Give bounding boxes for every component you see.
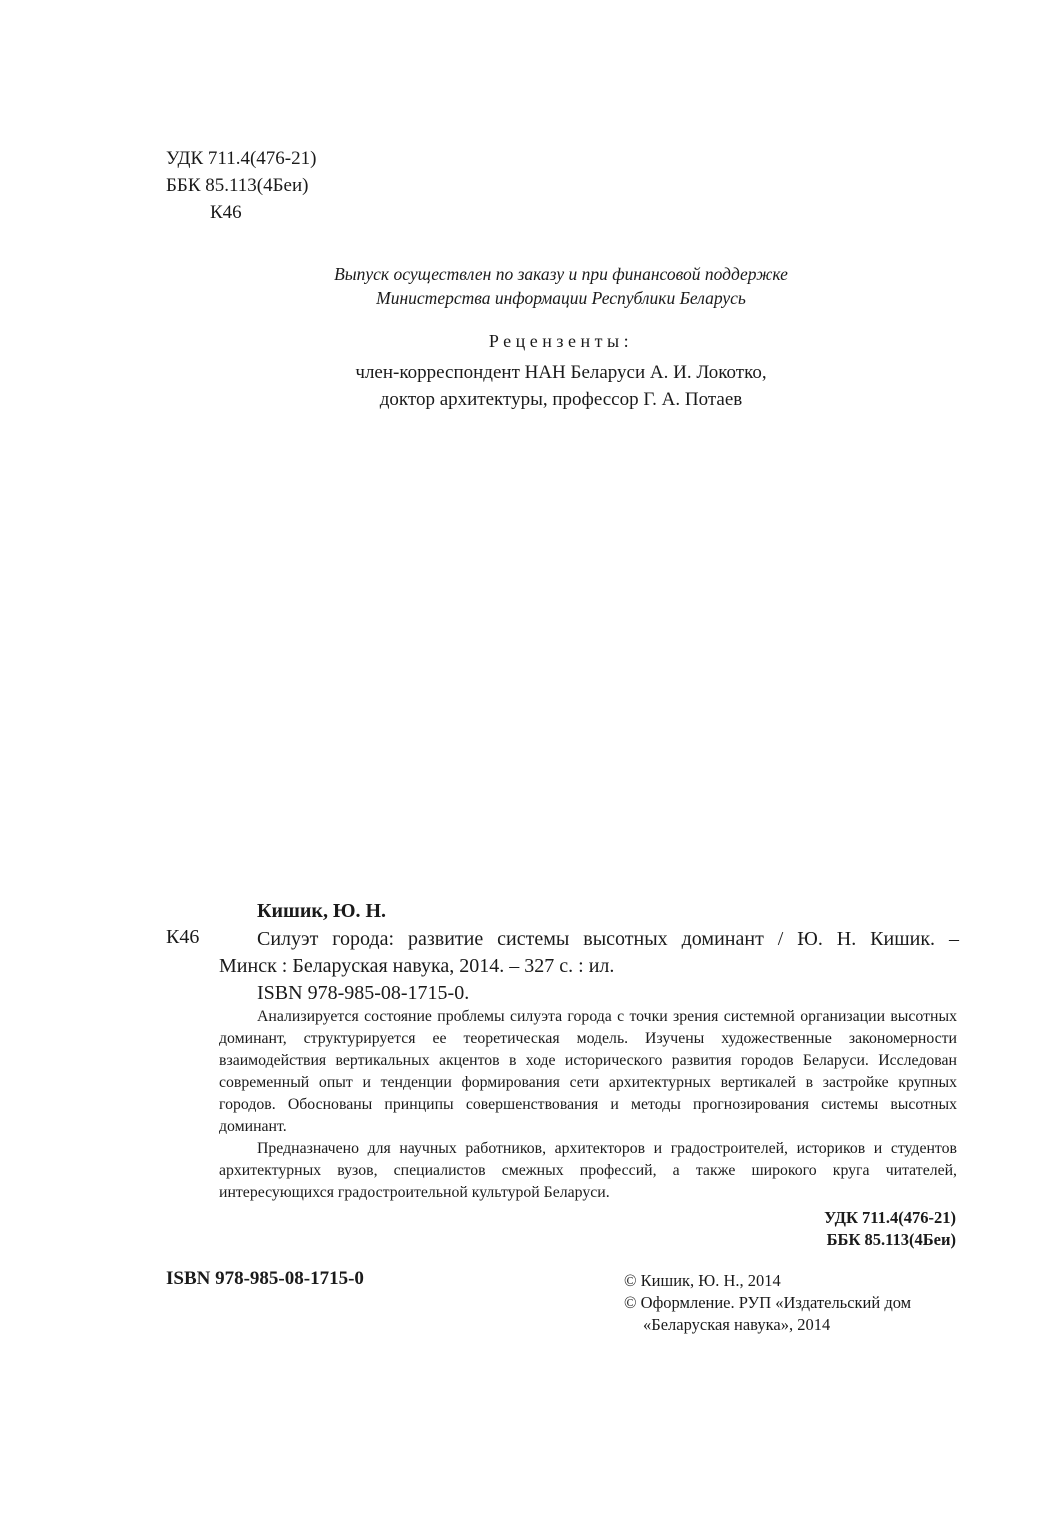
udk-code: УДК 711.4(476-21) — [166, 148, 317, 169]
reviewers-list — [166, 359, 956, 413]
reviewer-2: доктор архитектуры, профессор Г. А. Потаев — [379, 389, 743, 410]
abstract — [219, 1006, 957, 1204]
isbn: ISBN 978-985-08-1715-0 — [166, 1268, 364, 1289]
funding-note-line-1: Выпуск осуществлен по заказу и при финансовой поддержке — [334, 264, 788, 284]
biblio-publisher-line: Минск : Беларуская навука, 2014. – 327 с. : ил. — [219, 955, 615, 977]
bbk-code: ББК 85.113(4Беи) — [166, 175, 309, 196]
biblio-title-line: Силуэт города: развитие системы высотных доминант / Ю. Н. Кишик. – — [257, 928, 959, 950]
author-mark: К46 — [210, 202, 242, 223]
copyright-author: © Кишик, Ю. Н., 2014 — [624, 1271, 781, 1290]
copyright-design: © Оформление. РУП «Издательский дом — [624, 1293, 912, 1312]
bbk-code-bottom: ББК 85.113(4Беи) — [826, 1230, 956, 1249]
classification-codes-bottom — [824, 1207, 956, 1251]
copyright-publisher: «Беларуская навука», 2014 — [643, 1315, 831, 1334]
udk-code-bottom: УДК 711.4(476-21) — [824, 1208, 956, 1227]
bibliographic-record — [219, 926, 959, 1007]
reviewers-heading: Рецензенты: — [488, 331, 634, 351]
classification-codes-top — [166, 145, 316, 226]
funding-note — [166, 262, 956, 310]
copyright-block — [624, 1270, 911, 1336]
author-heading: Кишик, Ю. Н. — [257, 900, 387, 922]
funding-note-line-2: Министерства информации Республики Беларусь — [376, 288, 746, 308]
abstract-paragraph-2: Предназначено для научных работников, архитекторов и градостроителей, историков и студентов архитектурных вузов, специалистов смежных профессий, а также широкого круга читателей, интересующихся градостроительной культурой Беларуси. — [219, 1140, 957, 1201]
abstract-paragraph-1: Анализируется состояние проблемы силуэта города с точки зрения системной организации высотных доминант, структурируется ее теоретическая модель. Изучены художественные закономерности взаимодействия вертикальных акцентов в ходе исторического развития городов Беларуси. Исследован современный опыт и тенденции формирования сети архитектурных вертикалей в застройке крупных городов. Обоснованы принципы совершенствования и методы прогнозирования системы высотных доминант. — [219, 1008, 957, 1135]
biblio-author-mark: К46 — [166, 926, 200, 948]
biblio-isbn: ISBN 978-985-08-1715-0. — [257, 982, 470, 1004]
reviewer-1: член-корреспондент НАН Беларуси А. И. Локотко, — [355, 362, 767, 383]
